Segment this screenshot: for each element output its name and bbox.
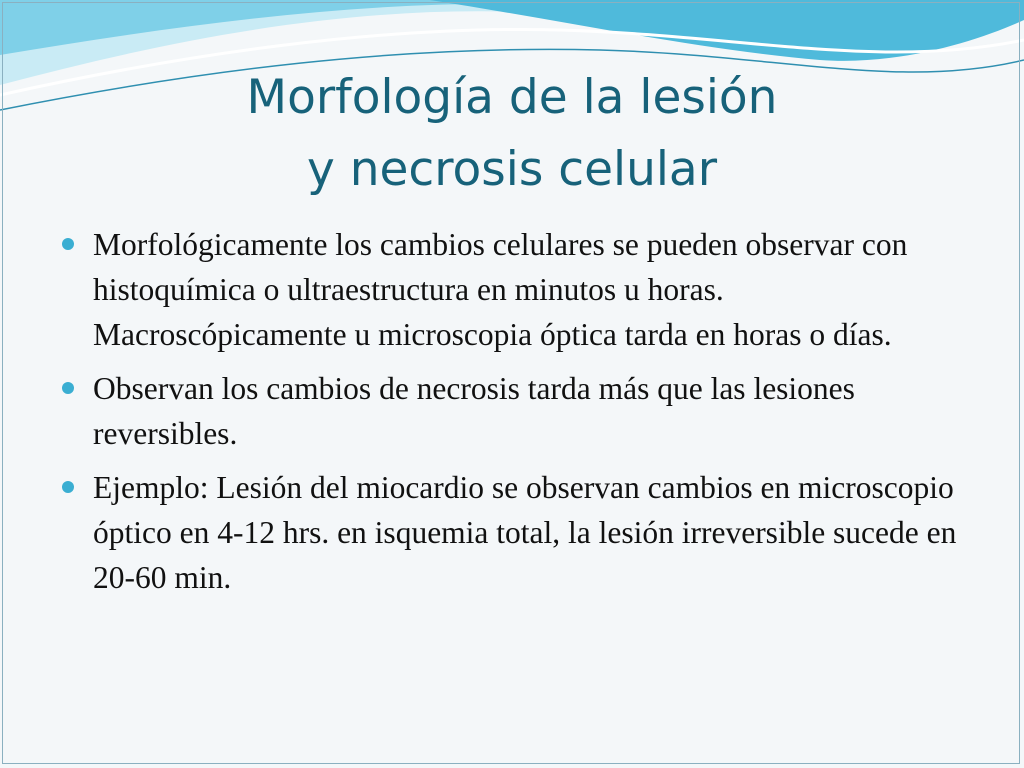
slide-title-line-1: Morfología de la lesión xyxy=(246,70,778,125)
bullet-text: Observan los cambios de necrosis tarda más que las lesiones reversibles. xyxy=(93,371,855,451)
bullet-dot-icon xyxy=(62,382,74,394)
bullet-list xyxy=(62,222,982,609)
bullet-item xyxy=(62,465,982,600)
slide-title xyxy=(0,62,1024,206)
bullet-item xyxy=(62,366,982,456)
bullet-item xyxy=(62,222,982,357)
bullet-dot-icon xyxy=(62,238,74,250)
bullet-dot-icon xyxy=(62,481,74,493)
slide-title-line-2: y necrosis celular xyxy=(306,142,718,197)
bullet-text: Morfológicamente los cambios celulares se pueden observar con histoquímica o ultraestructura en minutos u horas. Macroscópicamente u microscopia óptica tarda en horas o días. xyxy=(93,227,908,352)
bullet-text: Ejemplo: Lesión del miocardio se observan cambios en microscopio óptico en 4-12 hrs. en isquemia total, la lesión irreversible sucede en 20-60 min. xyxy=(93,470,957,595)
